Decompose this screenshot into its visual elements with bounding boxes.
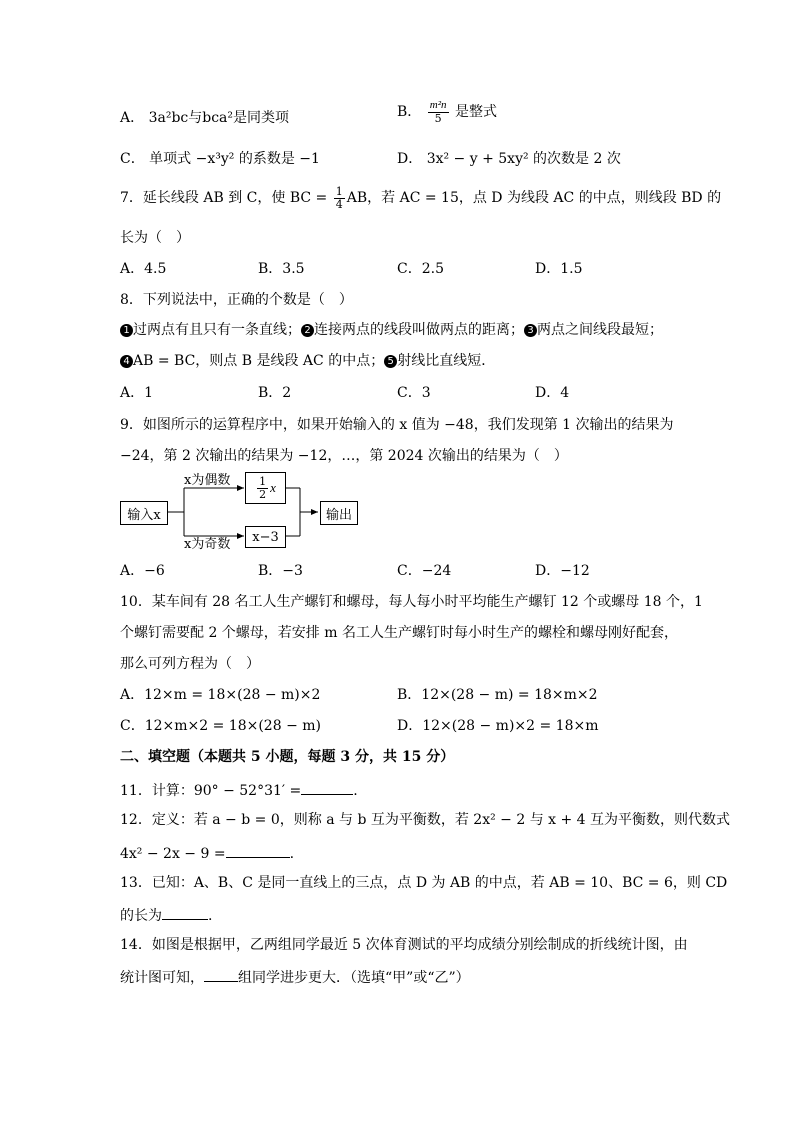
- q9-option-c: C．−24: [397, 563, 452, 579]
- q10-option-b: B．12×(28 − m) = 18×m×2: [397, 687, 598, 703]
- q12-line1: 12．定义：若 a − b = 0，则称 a 与 b 互为平衡数，若 2x² − 2 与 x + 4 互为平衡数，则代数式: [120, 812, 731, 828]
- question-text: 延长线段 AB 到 C，使 BC =: [142, 190, 328, 207]
- q8-option-b: B．2: [258, 385, 292, 401]
- q10-option-d: D．12×(28 − m)×2 = 18×m: [397, 718, 599, 734]
- circled-number: 3: [524, 324, 537, 337]
- statement: AB = BC，则点 B 是线段 AC 的中点；: [133, 353, 385, 369]
- q8-statements-line1: [120, 323, 663, 337]
- q7-option-d: D．1.5: [535, 261, 583, 277]
- minus3-box: x−3: [245, 526, 286, 548]
- answer-blank[interactable]: [301, 782, 353, 795]
- q7-option-c: C．2.5: [397, 261, 444, 277]
- q10-line3: 那么可列方程为（ ）: [120, 656, 260, 672]
- q13-line1: 13．已知：A、B、C 是同一直线上的三点，点 D 为 AB 的中点，若 AB = 10、BC = 6，则 CD: [120, 875, 728, 891]
- circled-number: 4: [120, 355, 133, 368]
- q9-option-d: D．−12: [535, 563, 590, 579]
- statement: 连接两点的线段叫做两点的距离；: [314, 322, 524, 338]
- fraction-denominator: 5: [434, 111, 442, 125]
- fraction-numerator: 1: [335, 185, 343, 198]
- q6-option-b: [397, 100, 497, 124]
- q10-option-a: A．12×m = 18×(28 − m)×2: [120, 687, 321, 703]
- q8-option-a: A．1: [120, 385, 154, 401]
- section-heading: 二、填空题（本题共 5 小题，每题 3 分，共 15 分）: [120, 749, 455, 765]
- q13-line2: [120, 907, 212, 923]
- q14-line1: 14．如图是根据甲，乙两组同学最近 5 次体育测试的平均成绩分别绘制成的折线统计图，由: [120, 937, 688, 953]
- q10-option-c: C．12×m×2 = 18×(28 − m): [120, 718, 321, 734]
- fraction-denominator: 2: [259, 487, 267, 501]
- q12-line2: [120, 845, 294, 861]
- q9-option-a: A．−6: [120, 563, 165, 579]
- option-text: 3a²bc与bca²是同类项: [148, 110, 290, 126]
- q7-option-b: B．3.5: [258, 261, 305, 277]
- period: .: [353, 783, 358, 799]
- option-text: 是整式: [454, 104, 497, 121]
- q9-line1: 9．如图所示的运算程序中，如果开始输入的 x 值为 −48，我们发现第 1 次输出的结果为: [120, 417, 674, 433]
- q8-option-c: C．3: [397, 385, 431, 401]
- fraction: [257, 476, 268, 500]
- answer-blank[interactable]: [204, 969, 238, 982]
- option-label: C．: [120, 151, 145, 167]
- question-number: 7．: [120, 190, 143, 207]
- fraction: [334, 186, 345, 210]
- period: .: [208, 908, 213, 924]
- q9-line2: −24，第 2 次输出的结果为 −12，…，第 2024 次输出的结果为（ ）: [120, 448, 568, 464]
- fraction-denominator: 4: [335, 197, 343, 211]
- variable: x: [270, 480, 276, 495]
- fraction-numerator: m²n: [429, 99, 447, 111]
- q8-line1: 8．下列说法中，正确的个数是（ ）: [120, 292, 353, 308]
- q7-line1: [120, 186, 721, 210]
- question-text: 11．计算：90° − 52°31′ =: [120, 783, 302, 799]
- period: .: [289, 846, 295, 862]
- question-text: 组同学进步更大．（选填“甲”或“乙”）: [238, 970, 470, 986]
- option-text: 3x² − y + 5xy² 的次数是 2 次: [426, 151, 621, 167]
- q7-option-a: A．4.5: [120, 261, 167, 277]
- q11: [120, 782, 358, 798]
- flow-diagram: [118, 468, 368, 553]
- circled-number: 2: [301, 324, 314, 337]
- output-box: 输出: [320, 501, 358, 525]
- q6-option-d: [397, 152, 621, 166]
- question-text: 统计图可知，: [120, 970, 204, 986]
- circled-number: 5: [384, 355, 397, 368]
- statement: 过两点有且只有一条直线；: [133, 322, 301, 338]
- option-text: 单项式 −x³y² 的系数是 −1: [149, 151, 320, 167]
- answer-blank[interactable]: [162, 907, 208, 920]
- option-label: D．: [397, 151, 423, 167]
- q10-line2: 个螺钉需要配 2 个螺母，若安排 m 名工人生产螺钉时每小时生产的螺栓和螺母刚好配套，: [120, 625, 678, 641]
- question-text: 4x² − 2x − 9 =: [120, 846, 226, 862]
- question-text: 的长为: [120, 908, 162, 924]
- q9-option-b: B．−3: [258, 563, 303, 579]
- option-label: B．: [397, 104, 422, 121]
- q7-line2: 长为（ ）: [120, 230, 190, 246]
- input-box: 输入x: [120, 501, 168, 525]
- statement: 射线比直线短．: [397, 353, 496, 369]
- even-label: x为偶数: [184, 473, 231, 488]
- half-box: [245, 472, 286, 504]
- circled-number: 1: [120, 324, 133, 337]
- statement: 两点之间线段最短；: [537, 322, 663, 338]
- question-text: AB，若 AC = 15，点 D 为线段 AC 的中点，则线段 BD 的: [346, 190, 722, 207]
- fraction-numerator: 1: [259, 474, 267, 488]
- q14-line2: [120, 969, 470, 985]
- q8-statements-line2: [120, 354, 495, 368]
- fraction: [428, 100, 449, 124]
- answer-blank[interactable]: [226, 845, 290, 858]
- option-label: A．: [120, 110, 145, 126]
- q10-line1: 10．某车间有 28 名工人生产螺钉和螺母，每人每小时平均能生产螺钉 12 个或螺母 18 个，1: [120, 594, 703, 610]
- q8-option-d: D．4: [535, 385, 570, 401]
- odd-label: x为奇数: [184, 537, 231, 552]
- q6-option-a: [120, 111, 289, 125]
- q6-option-c: [120, 152, 320, 166]
